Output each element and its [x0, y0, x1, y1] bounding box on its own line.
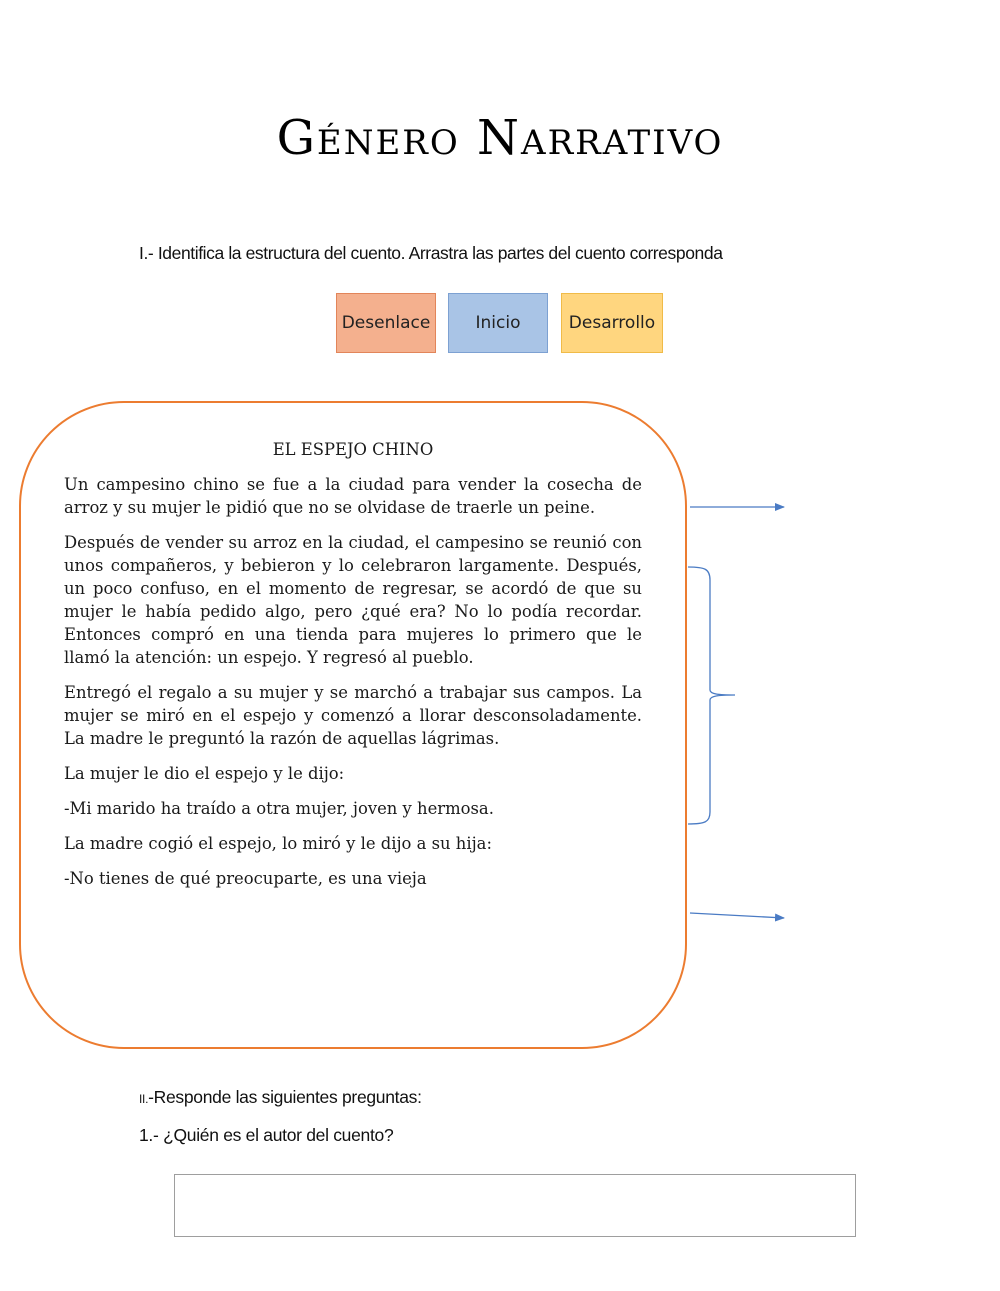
story-paragraph-desarrollo-1: Después de vender su arroz en la ciudad, el campesino se reunió con unos compañeros, y bebieron y lo celebraron largamente. Después, un poco confuso, en el momento de regresar, se acordó de que su mujer le había pedido algo, pero ¿qué era? No lo podía recordar. Entonces compró en una tienda para mujeres lo primero que le llamó la atención: un espejo. Y regresó al pueblo. [64, 533, 642, 667]
section2-title [139, 1087, 422, 1108]
drag-tile-desarrollo[interactable]: Desarrollo [561, 293, 663, 353]
story-paragraph-desarrollo-2: Entregó el regalo a su mujer y se marchó a trabajar sus campos. La mujer se miró en el espejo y comenzó a llorar desconsoladamente. La madre le preguntó la razón de aquellas lágrimas. [64, 683, 642, 748]
story-paragraph-dialogue-1: La mujer le dio el espejo y le dijo: [64, 764, 345, 783]
section2-title-text: -Responde las siguientes preguntas: [148, 1087, 422, 1107]
brace-desarrollo [688, 567, 735, 824]
story-paragraph-desenlace: -No tienes de qué preocuparte, es una vieja [64, 869, 427, 888]
drag-tile-desenlace[interactable]: Desenlace [336, 293, 436, 353]
story-paragraph-dialogue-3: La madre cogió el espejo, lo miró y le dijo a su hija: [64, 834, 492, 853]
story-title: EL ESPEJO CHINO [272, 440, 434, 459]
arrow-to-desenlace-drop [690, 913, 784, 918]
story-paragraph-inicio: Un campesino chino se fue a la ciudad para vender la cosecha de arroz y su mujer le pidió que no se olvidase de traerle un peine. [64, 475, 642, 517]
story-paragraph-dialogue-2: -Mi marido ha traído a otra mujer, joven y hermosa. [64, 799, 494, 818]
instruction-text: I.- Identifica la estructura del cuento. Arrastra las partes del cuento corresponda [139, 243, 723, 263]
question-1: 1.- ¿Quién es el autor del cuento? [139, 1125, 394, 1145]
section2-numeral: II. [139, 1092, 149, 1106]
drag-tile-inicio[interactable]: Inicio [448, 293, 548, 353]
answer-input-1[interactable] [174, 1174, 856, 1237]
page-title: Género Narrativo [276, 110, 724, 166]
